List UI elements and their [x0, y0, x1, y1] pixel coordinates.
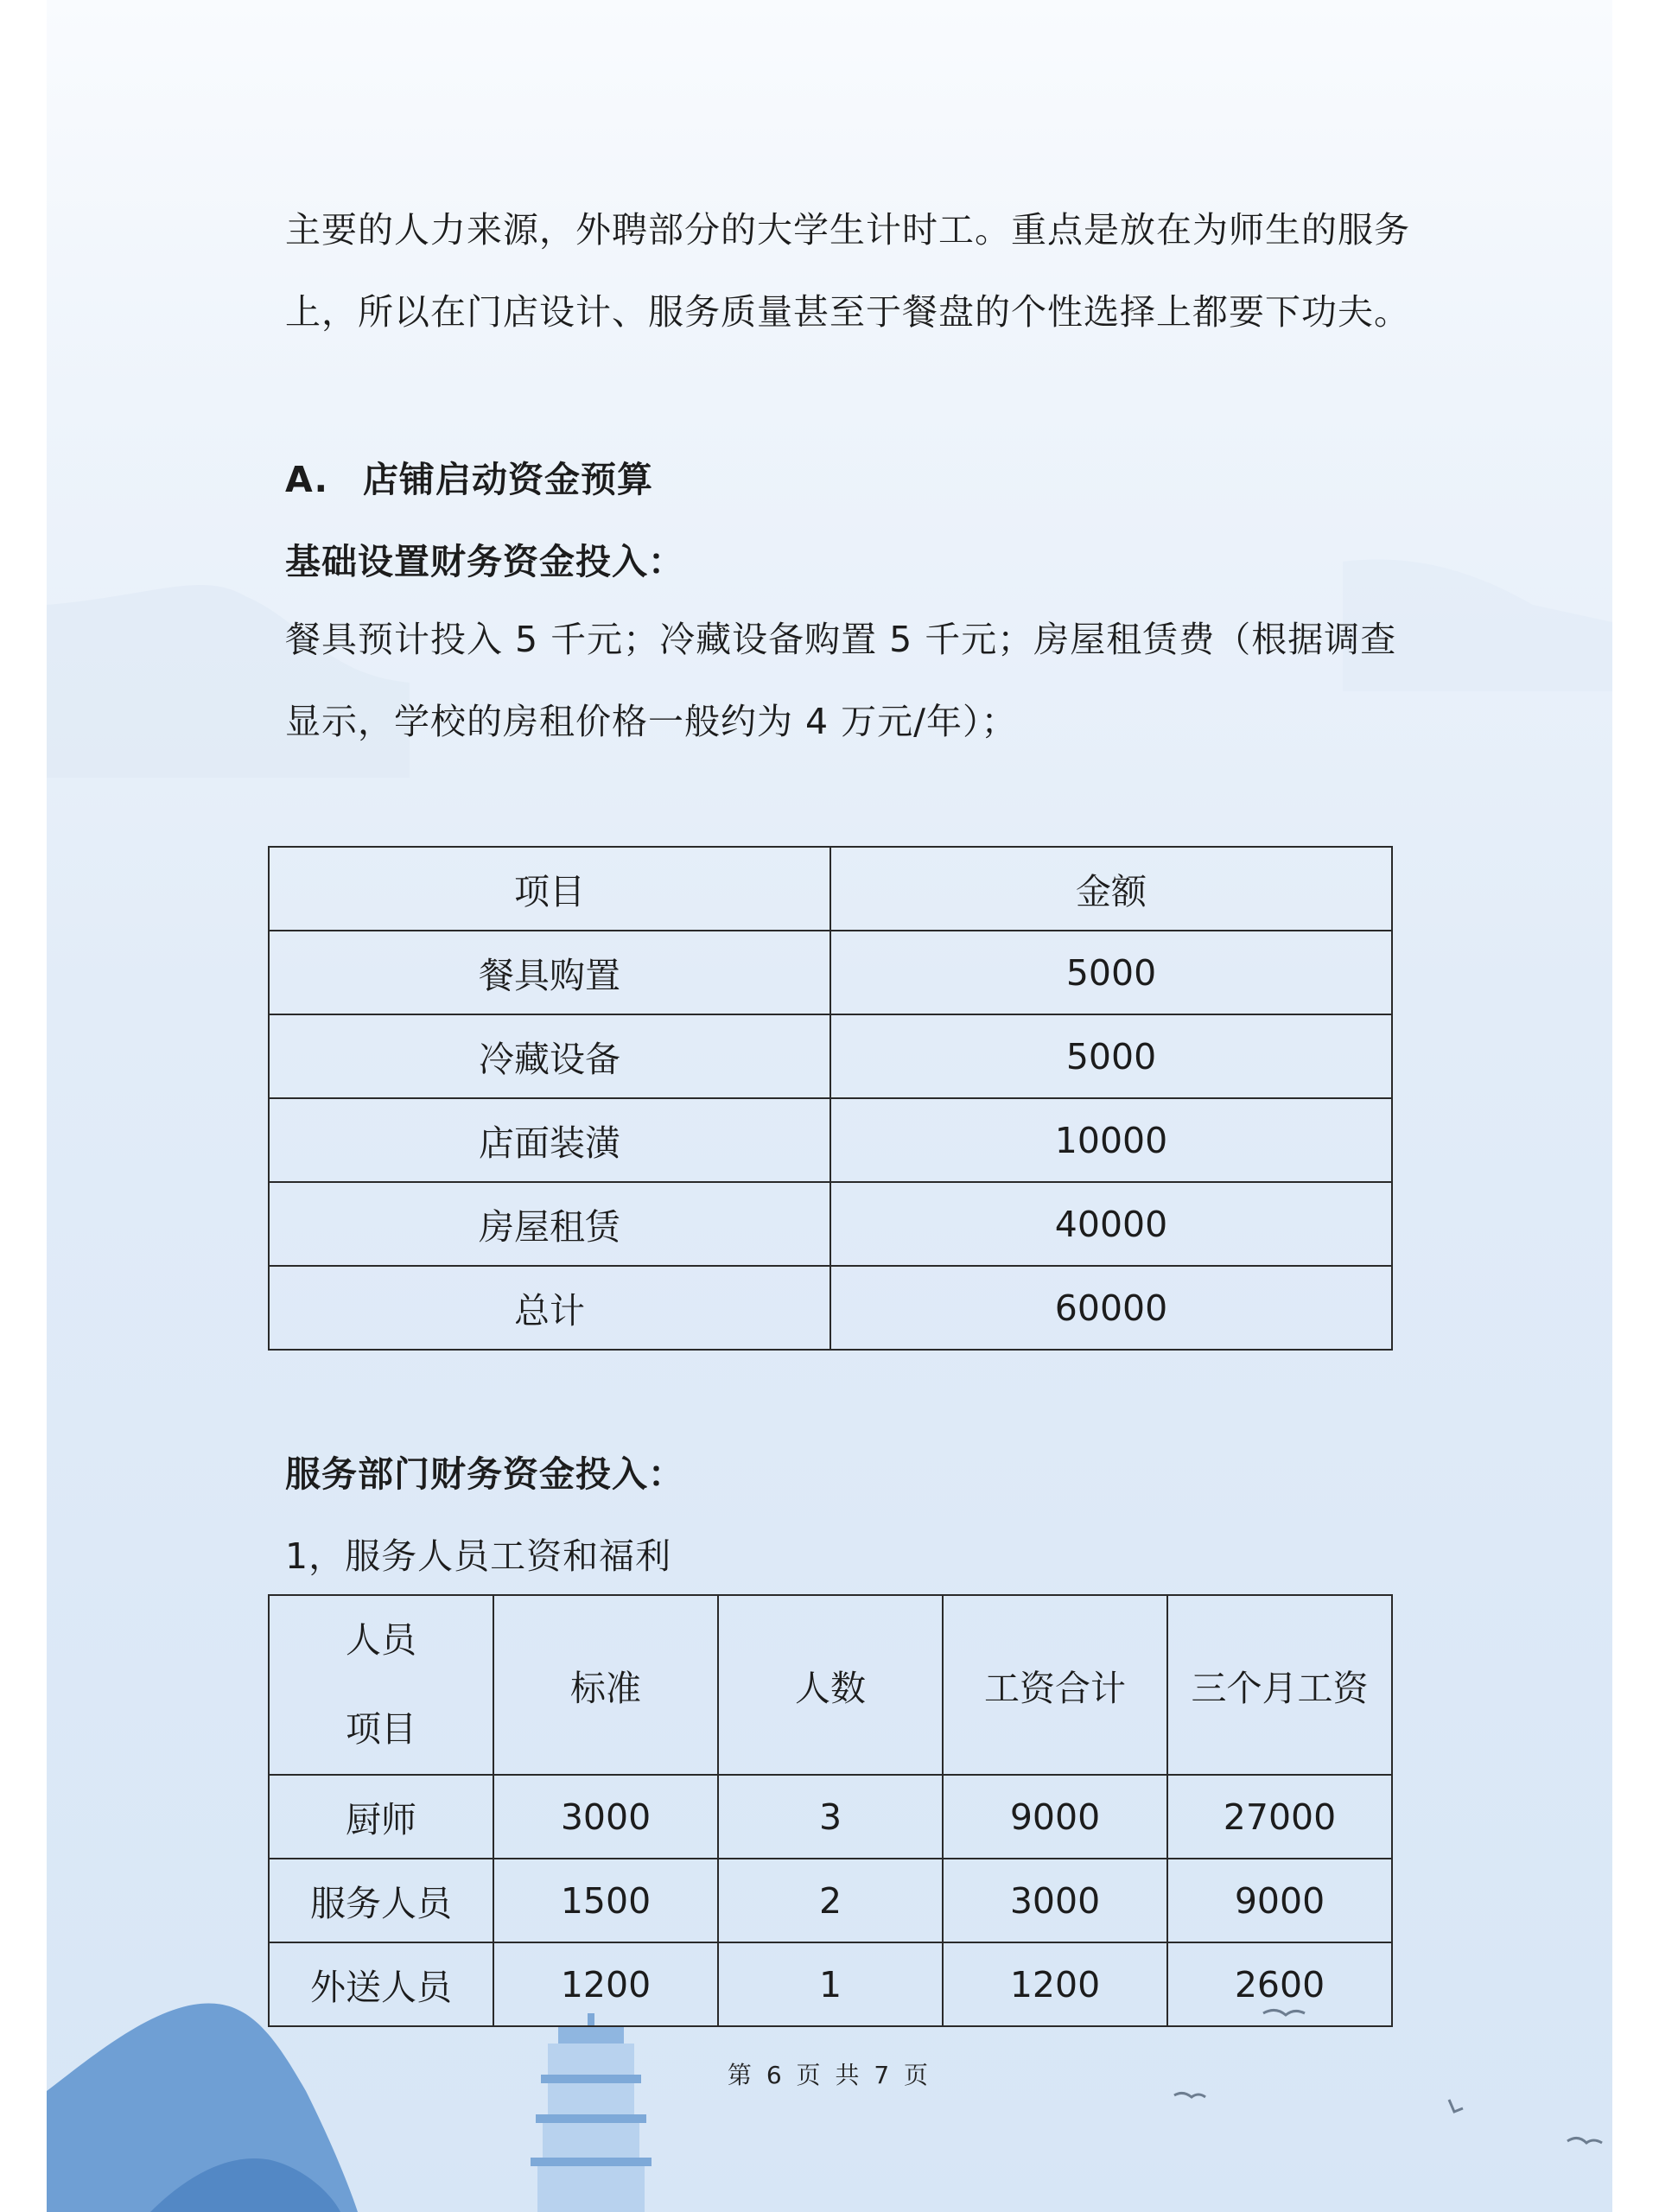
table-header-row — [269, 1595, 1392, 1775]
table-cell: 店面装潢 — [269, 1098, 830, 1182]
table-cell: 餐具购置 — [269, 931, 830, 1014]
startup-budget-table — [268, 846, 1393, 1351]
table-cell: 1200 — [943, 1942, 1167, 2026]
page-footer: 第 6 页 共 7 页 — [727, 2061, 932, 2089]
table-cell: 60000 — [830, 1266, 1392, 1350]
table-cell: 3 — [718, 1775, 943, 1859]
table-header-row — [269, 847, 1392, 931]
table-cell: 10000 — [830, 1098, 1392, 1182]
column-header-amount: 金额 — [830, 847, 1392, 931]
table-cell: 3000 — [493, 1775, 718, 1859]
corner-header-bottom: 项目 — [346, 1708, 416, 1750]
table-cell: 5000 — [830, 931, 1392, 1014]
basic-investment-heading: 基础设置财务资金投入： — [285, 541, 684, 582]
table-cell: 冷藏设备 — [269, 1014, 830, 1098]
table-cell: 1200 — [493, 1942, 718, 2026]
column-header-salary-total: 工资合计 — [943, 1595, 1167, 1775]
table-row — [269, 1942, 1392, 2026]
table-cell: 5000 — [830, 1014, 1392, 1098]
section-a-title: 店铺启动资金预算 — [363, 459, 653, 500]
table-row — [269, 1182, 1392, 1266]
service-investment-heading: 服务部门财务资金投入： — [285, 1453, 684, 1495]
column-header-three-month-salary: 三个月工资 — [1167, 1595, 1392, 1775]
corner-header-top: 人员 — [346, 1619, 416, 1661]
intro-paragraph: 主要的人力来源，外聘部分的大学生计时工。重点是放在为师生的服务上，所以在门店设计、服务质量甚至于餐盘的个性选择上都要下功夫。 — [285, 209, 1410, 333]
table-cell: 2 — [718, 1859, 943, 1942]
column-header-item: 项目 — [269, 847, 830, 931]
table-cell: 27000 — [1167, 1775, 1392, 1859]
column-header-standard: 标准 — [493, 1595, 718, 1775]
table-row — [269, 931, 1392, 1014]
section-a-marker: A. — [285, 459, 329, 500]
document-page — [47, 0, 1612, 2212]
table-cell: 3000 — [943, 1859, 1167, 1942]
document-content — [47, 0, 1612, 2212]
table-row — [269, 1098, 1392, 1182]
table-cell: 服务人员 — [269, 1859, 493, 1942]
service-staff-subheading: 1，服务人员工资和福利 — [285, 1535, 672, 1577]
table-cell: 40000 — [830, 1182, 1392, 1266]
table-cell: 1 — [718, 1942, 943, 2026]
table-row — [269, 1859, 1392, 1942]
table-cell: 2600 — [1167, 1942, 1392, 2026]
table-cell: 总计 — [269, 1266, 830, 1350]
table-cell: 房屋租赁 — [269, 1182, 830, 1266]
table-row — [269, 1775, 1392, 1859]
column-header-headcount: 人数 — [718, 1595, 943, 1775]
basic-investment-paragraph: 餐具预计投入 5 千元；冷藏设备购置 5 千元；房屋租赁费（根据调查显示，学校的房租价格一般约为 4 万元/年）； — [285, 619, 1397, 742]
table-cell: 厨师 — [269, 1775, 493, 1859]
corner-header-cell — [269, 1595, 493, 1775]
table-cell: 9000 — [1167, 1859, 1392, 1942]
table-cell: 外送人员 — [269, 1942, 493, 2026]
table-row — [269, 1014, 1392, 1098]
section-a-heading — [285, 451, 653, 502]
table-total-row — [269, 1266, 1392, 1350]
staff-salary-table — [268, 1594, 1393, 2027]
table-cell: 1500 — [493, 1859, 718, 1942]
table-cell: 9000 — [943, 1775, 1167, 1859]
